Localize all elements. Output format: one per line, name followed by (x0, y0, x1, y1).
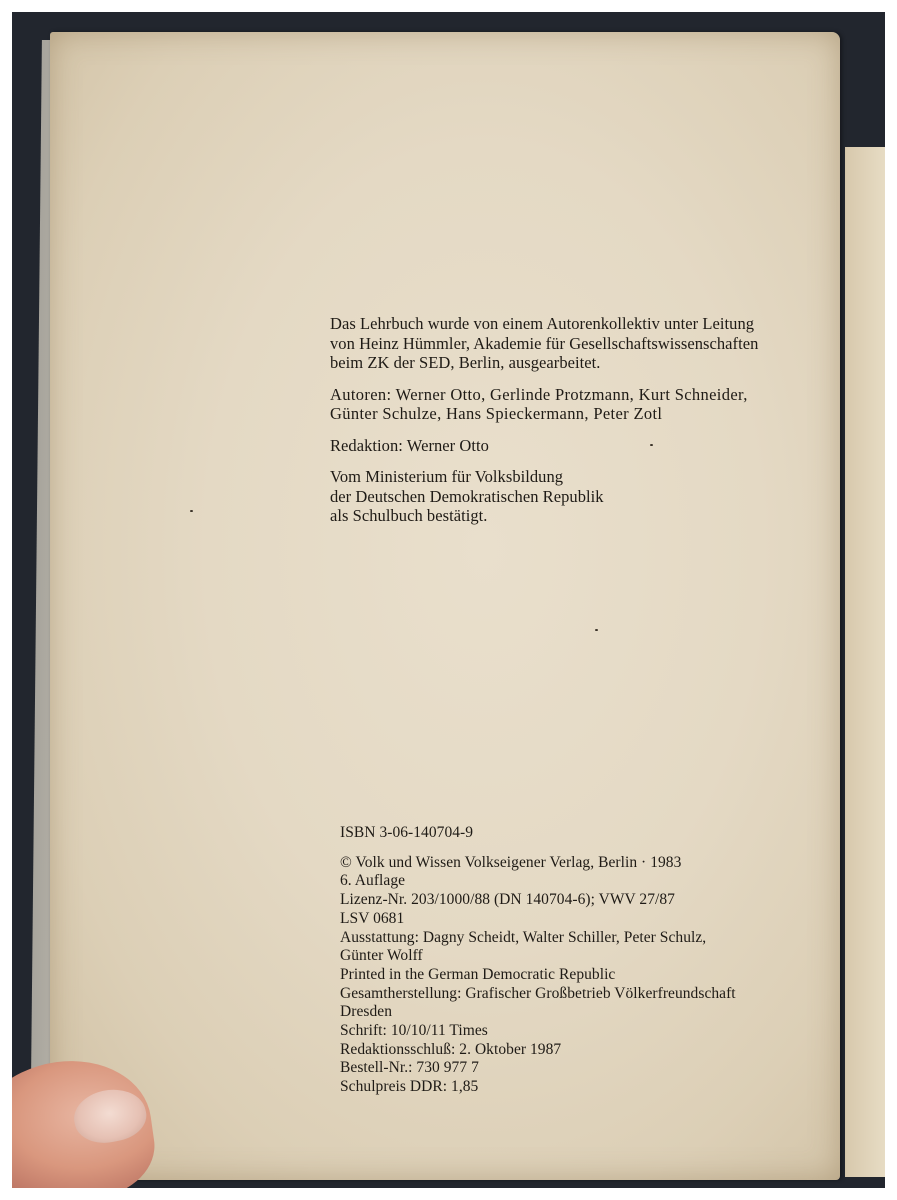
approval-line: der Deutschen Demokratischen Republik (330, 486, 604, 506)
detail-line: 6. Auflage (340, 872, 406, 890)
approval-line: Vom Ministerium für Volksbildung (330, 467, 564, 486)
detail-line: LSV 0681 (340, 909, 405, 927)
imprint-bottom-block (340, 824, 736, 1097)
approval-line: als Schulbuch bestätigt. (330, 506, 488, 525)
detail-line: © Volk und Wissen Volkseigener Verlag, Berlin · 1983 (340, 853, 682, 871)
detail-line: Günter Wolff (340, 947, 423, 965)
imprint-top-block (330, 314, 758, 538)
authors-paragraph (330, 385, 758, 424)
editor-line: Redaktion: Werner Otto (330, 435, 489, 455)
isbn-paragraph (340, 824, 736, 843)
authorship-line: beim ZK der SED, Berlin, ausgearbeitet. (330, 353, 601, 372)
detail-line: Dresden (340, 1003, 392, 1021)
detail-line: Schulpreis DDR: 1,85 (340, 1078, 479, 1096)
detail-line: Ausstattung: Dagny Scheidt, Walter Schiller, Peter Schulz, (340, 928, 707, 946)
detail-line: Bestell-Nr.: 730 977 7 (340, 1059, 479, 1077)
publication-details (340, 854, 736, 1097)
book-page-edge (845, 147, 885, 1177)
authorship-paragraph (330, 314, 758, 373)
photo-background (12, 12, 885, 1188)
paper-speck (650, 444, 653, 446)
approval-paragraph (330, 467, 758, 526)
detail-line: Schrift: 10/10/11 Times (340, 1022, 488, 1040)
paper-speck (190, 510, 193, 512)
isbn-line: ISBN 3-06-140704-9 (340, 824, 474, 841)
detail-line: Lizenz-Nr. 203/1000/88 (DN 140704-6); VWV 27/87 (340, 891, 675, 909)
detail-line: Printed in the German Democratic Republic (340, 965, 616, 983)
detail-line: Redaktionsschluß: 2. Oktober 1987 (340, 1040, 562, 1058)
book-page (50, 32, 840, 1180)
editor-paragraph (330, 436, 758, 456)
authors-line: Autoren: Werner Otto, Gerlinde Protzmann, Kurt Schneider, (330, 384, 748, 404)
authorship-line: von Heinz Hümmler, Akademie für Gesellschaftswissenschaften (330, 333, 759, 353)
detail-line: Gesamtherstellung: Grafischer Großbetrieb Völkerfreundschaft (340, 984, 736, 1002)
paper-speck (595, 629, 598, 631)
authorship-line: Das Lehrbuch wurde von einem Autorenkollektiv unter Leitung (330, 314, 755, 333)
authors-line: Günter Schulze, Hans Spieckermann, Peter Zotl (330, 404, 663, 423)
